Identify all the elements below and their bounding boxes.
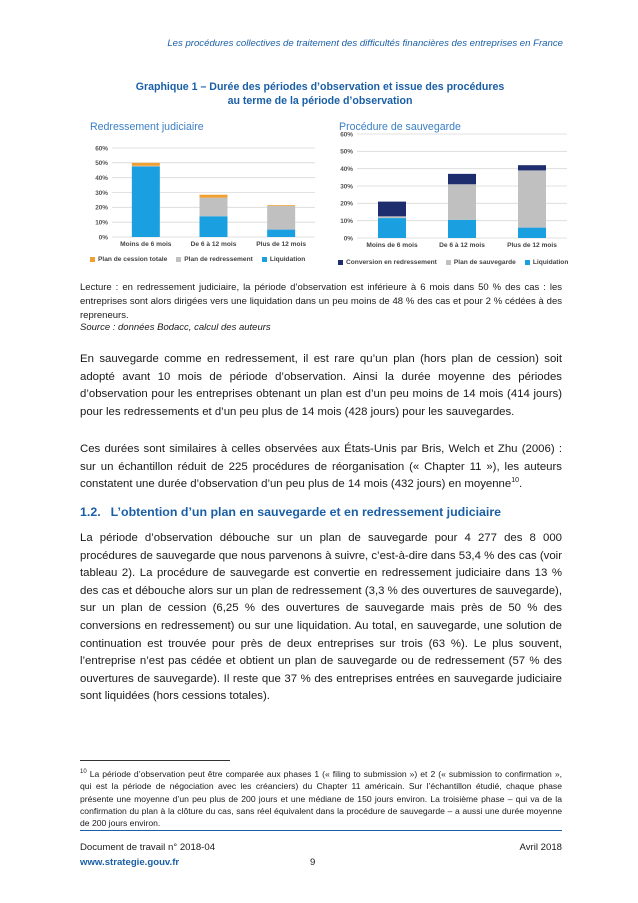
body-paragraph-1: En sauvegarde comme en redressement, il est rare qu’un plan (hors plan de cession) soit adopté avant 10 mois de période d’observation. Ainsi la durée moyenne des périodes d’observation pour les entreprises obtenant un plan est d’un peu moins de 14 mois (414 jours) pour les redressements et d’un peu plus de 14 mois (428 jours) pour les sauvegardes.	[80, 353, 562, 418]
figure-caption: Lecture : en redressement judiciaire, la période d’observation est inférieure à 6 mois dans 50 % des cas : les entreprises sont alors dirigées vers une liquidation dans un peu moins de 48 % des cas et pour 2 % cédées à des repreneurs.	[80, 282, 562, 321]
y-tick-label: 30%	[95, 189, 108, 197]
y-tick-label: 40%	[340, 165, 353, 173]
legend-swatch	[90, 257, 95, 262]
figure-title-line1: Graphique 1 – Durée des périodes d’observation et issue des procédures	[135, 81, 505, 93]
chart-sauvegarde	[337, 131, 572, 249]
chart-title-sauvegarde: Procédure de sauvegarde	[339, 121, 461, 133]
bar-segment	[267, 205, 295, 206]
y-tick-label: 60%	[95, 145, 108, 153]
footer-url-link[interactable]: www.strategie.gouv.fr	[80, 857, 180, 868]
bar-segment	[378, 202, 406, 217]
body-paragraph-3: La période d’observation débouche sur un plan de sauvegarde pour 4 277 des 8 000 procédures de sauvegarde que nous parvenons à suivre, c’est-à-dire dans 53,4 % des cas (voir tableau 2). La procédure de sauvegarde est convertie en redressement judiciaire dans 13 % des cas et débouche alors sur un plan de redressement (3,3 % des ouvertures de sauvegarde), sur un plan de cession (6,25 % des ouvertures de sauvegarde mais près de 50 % des conversions en redressement) ou sur une liquidation. Au total, en sauvegarde, une solution de continuation est trouvée pour près de deux entreprises sur trois (63 %). Le plus souvent, l’entreprise n’est pas cédée et obtient un plan de sauvegarde ou de redressement (57 % des ouvertures de sauvegarde). Il reste que 37 % des entreprises entrées en sauvegarde judiciaire sont liquidées (hors cessions totales).	[80, 532, 562, 703]
body-paragraph-2	[80, 441, 562, 494]
y-tick-label: 30%	[340, 183, 353, 191]
footnote-ref[interactable]: 10	[511, 477, 520, 485]
legend-swatch	[525, 260, 530, 265]
x-tick-label: Plus de 12 mois	[507, 242, 557, 249]
y-tick-label: 60%	[340, 131, 353, 139]
footnote-divider	[80, 760, 230, 761]
legend-item	[262, 256, 306, 263]
legend-swatch	[262, 257, 267, 262]
footer-divider	[80, 830, 562, 831]
figure-source: Source : données Bodacc, calcul des auteurs	[80, 322, 271, 333]
footer-date: Avril 2018	[519, 842, 562, 853]
bar-segment	[448, 184, 476, 220]
footnote-number: 10	[80, 769, 87, 776]
page-number: 9	[310, 857, 316, 868]
bar-segment	[448, 174, 476, 184]
y-tick-label: 20%	[340, 200, 353, 208]
y-tick-label: 0%	[343, 235, 353, 243]
y-tick-label: 0%	[98, 234, 108, 242]
legend-item	[446, 259, 516, 266]
legend-item	[338, 259, 437, 266]
paragraph-end: .	[519, 478, 523, 491]
bar-segment	[518, 170, 546, 227]
legend-label: Conversion en redressement	[346, 259, 437, 266]
figure-title	[80, 80, 560, 108]
paragraph-text: Ces durées sont similaires à celles observées aux États-Unis par Bris, Welch et Zhu (2006) : sur un échantillon réduit de 225 procédures de réorganisation (« Chapter 11 »), les auteurs constatent une durée d’observation d’un peu plus de 14 mois (432 jours) en moyenne	[80, 443, 562, 491]
y-tick-label: 50%	[95, 160, 108, 168]
legend-swatch	[176, 257, 181, 262]
footnote-text: La période d’observation peut être comparée aux phases 1 (« filing to submission ») et 2 (« submission to confirmation », qui est la période de négociation avec les créanciers) du Chapter 11 américain. Sur l’échantillon étudié, chaque phase présente une moyenne d’un peu plus de 200 jours et une médiane de 150 jours environ. La troisième phase – qui va de la confirmation du plan à la clôture du cas, sans réel équivalent dans la procédure de sauvegarde – a aussi une durée moyenne de 200 jours environ.	[80, 769, 562, 829]
bar-segment	[267, 230, 295, 237]
legend-label: Plan de cession totale	[98, 256, 168, 263]
bar-segment	[518, 165, 546, 170]
bar-segment	[448, 220, 476, 238]
legend-redressement	[90, 256, 305, 263]
section-heading	[80, 505, 501, 519]
y-tick-label: 10%	[95, 219, 108, 227]
legend-item	[176, 256, 253, 263]
chart-title-redressement: Redressement judiciaire	[90, 121, 204, 133]
bar-segment	[200, 216, 228, 237]
figure-title-line2: au terme de la période d’observation	[227, 95, 413, 107]
footnote	[80, 768, 562, 829]
bar-segment	[378, 216, 406, 218]
y-tick-label: 40%	[95, 174, 108, 182]
bar-segment	[132, 163, 160, 166]
y-tick-label: 20%	[95, 204, 108, 212]
footer-document-label: Document de travail n° 2018-04	[80, 842, 216, 853]
legend-label: Plan de sauvegarde	[453, 259, 516, 266]
x-tick-label: De 6 à 12 mois	[439, 242, 485, 249]
legend-label: Liquidation	[269, 256, 306, 263]
bar-segment	[132, 166, 160, 167]
bar-segment	[518, 228, 546, 238]
legend-label: Liquidation	[532, 259, 569, 266]
section-number: 1.2.	[80, 505, 101, 519]
bar-segment	[200, 198, 228, 217]
legend-sauvegarde	[338, 259, 568, 266]
chart-redressement	[90, 138, 320, 248]
legend-item	[90, 256, 167, 263]
legend-label: Plan de redressement	[184, 256, 253, 263]
y-tick-label: 10%	[340, 217, 353, 225]
x-tick-label: Moins de 6 mois	[120, 241, 172, 248]
legend-swatch	[446, 260, 451, 265]
running-header: Les procédures collectives de traitement des difficultés financières des entreprises en France	[167, 38, 563, 49]
x-tick-label: De 6 à 12 mois	[190, 241, 237, 248]
x-tick-label: Moins de 6 mois	[366, 242, 418, 249]
y-tick-label: 50%	[340, 148, 353, 156]
legend-swatch	[338, 260, 343, 265]
bar-segment	[378, 218, 406, 238]
section-title: L’obtention d’un plan en sauvegarde et en redressement judiciaire	[110, 505, 502, 519]
bar-segment	[132, 167, 160, 237]
x-tick-label: Plus de 12 mois	[256, 241, 307, 248]
bar-segment	[200, 195, 228, 198]
bar-segment	[267, 206, 295, 230]
legend-item	[525, 259, 569, 266]
